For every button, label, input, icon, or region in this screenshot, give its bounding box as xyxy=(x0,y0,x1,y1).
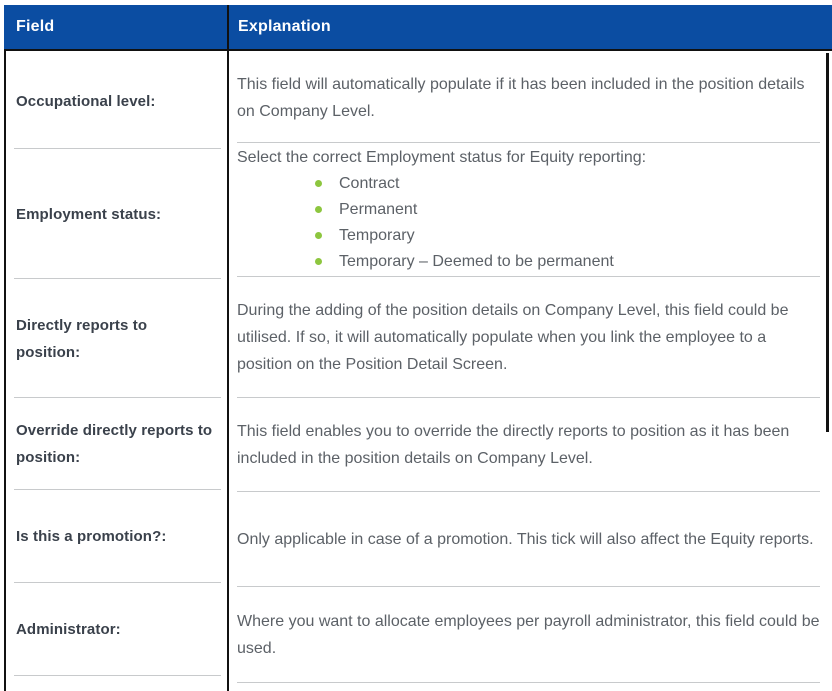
list-item xyxy=(237,171,823,197)
explanation-column xyxy=(229,53,827,683)
explanation-text: Only applicable in case of a promotion. This tick will also affect the Equity reports. xyxy=(237,531,814,548)
explanation-text: During the adding of the position details on Company Level, this field could be utilised. If so, it will automatically populate when you link the employee to a position on the Position Detail Screen. xyxy=(237,302,789,373)
list-item-label: Temporary – Deemed to be permanent xyxy=(339,253,614,270)
explanation-text: Select the correct Employment status for Equity reporting: xyxy=(237,149,647,166)
table-row-field xyxy=(6,279,227,398)
employment-status-list xyxy=(237,171,823,275)
table-header-row xyxy=(4,5,832,51)
field-label: Directly reports to position: xyxy=(16,316,148,361)
table-row-explanation xyxy=(229,53,827,143)
explanation-text: This field will automatically populate if it has been included in the position details on Company Level. xyxy=(237,76,805,120)
list-item-label: Permanent xyxy=(339,201,418,218)
list-item-label: Contract xyxy=(339,175,400,192)
field-label: Override directly reports to position: xyxy=(16,422,213,466)
field-column xyxy=(6,53,227,676)
field-label: Is this a promotion?: xyxy=(16,528,167,545)
table-row-field xyxy=(6,53,227,149)
list-item xyxy=(237,223,823,249)
table-row-field xyxy=(6,398,227,490)
table-row-explanation xyxy=(229,277,827,398)
list-item xyxy=(237,249,823,275)
table-row-field xyxy=(6,490,227,583)
bullet-icon xyxy=(315,206,322,213)
table-row-explanation xyxy=(229,587,827,683)
table-row-explanation xyxy=(229,398,827,492)
explanation-text: Where you want to allocate employees per payroll administrator, this field could be used. xyxy=(237,613,820,657)
bullet-icon xyxy=(315,180,322,187)
bullet-icon xyxy=(315,258,322,265)
table-row-explanation xyxy=(229,492,827,587)
list-item-label: Temporary xyxy=(339,227,415,244)
column-header-explanation: Explanation xyxy=(238,18,331,35)
column-header-field: Field xyxy=(16,18,55,35)
bullet-icon xyxy=(315,232,322,239)
explanation-text: This field enables you to override the directly reports to position as it has been included in the position details on Company Level. xyxy=(237,423,790,467)
table-row-field xyxy=(6,583,227,676)
table-row-field xyxy=(6,149,227,279)
table-row-explanation xyxy=(229,143,827,277)
field-label: Employment status: xyxy=(16,205,162,223)
field-label: Administrator: xyxy=(16,621,121,638)
field-label: Occupational level: xyxy=(16,92,156,110)
list-item xyxy=(237,197,823,223)
